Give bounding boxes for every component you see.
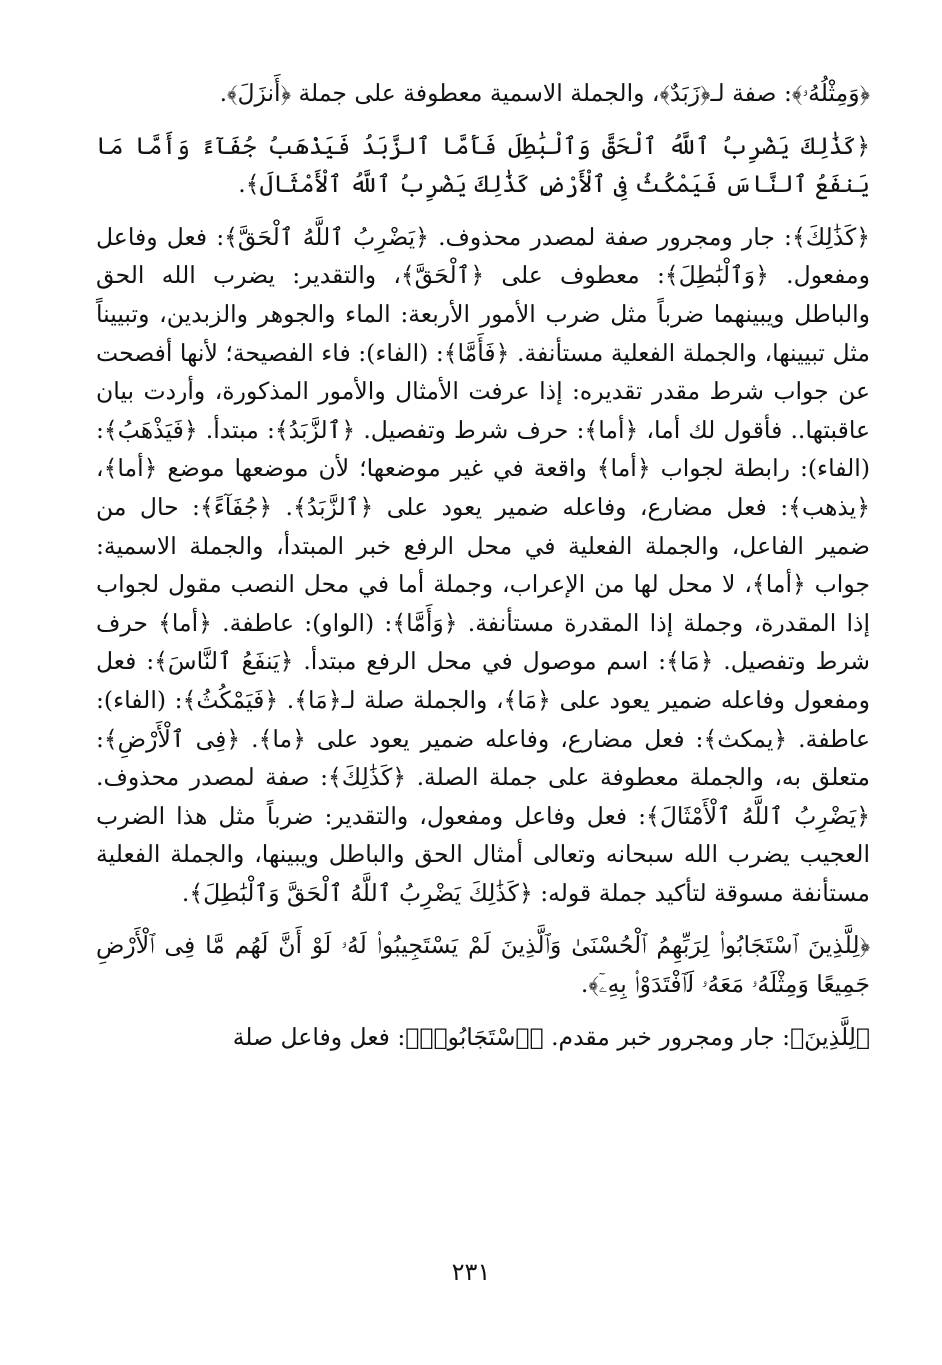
paragraph-quran-verse-2: ﴿لِلَّذِينَ ٱسْتَجَابُوا۟ لِرَبِّهِمُ ٱلْحُسْنَىٰ وَٱلَّذِينَ لَمْ يَسْتَجِيبُوا۟ لَهُۥ لَوْ أَنَّ لَهُم مَّا فِى ٱلْأَرْضِ جَمِيعًا وَمِثْلَهُۥ مَعَهُۥ لَٱفْتَدَوْا۟ بِهِۦٓ﴾. — [96, 931, 870, 999]
paragraph-quran-verse: ﴿كَذَٰلِكَ يَضْرِبُ ٱللَّهُ ٱلْحَقَّ وَٱلْبَٰطِلَ فَأَمَّا ٱلزَّبَدُ فَيَذْهَبُ جُفَآءً وَأَمَّا مَا يَنفَعُ ٱلنَّاسَ فَيَمْكُثُ فِى ٱلْأَرْضِ كَذَٰلِكَ يَضْرِبُ ٱللَّهُ ٱلْأَمْثَالَ﴾. — [96, 131, 870, 199]
paragraph-grammar-analysis: ﴿كَذَٰلِكَ﴾: جار ومجرور صفة لمصدر محذوف. ﴿يَضْرِبُ ٱللَّهُ ٱلْحَقَّ﴾: فعل وفاعل ومفعول. ﴿وَٱلْبَٰطِلَ﴾: معطوف على ﴿ٱلْحَقَّ﴾، والتقدير: يضرب الله الحق والباطل ويبينهما ضرباً مثل ضرب الأمور الأربعة: الماء والجوهر والزبدين، وتبييناً مثل تبيينها، والجملة الفعلية مستأنفة. ﴿فَأَمَّا﴾: (الفاء): فاء الفصيحة؛ لأنها أفصحت عن جواب شرط مقدر تقديره: إذا عرفت الأمثال والأمور المذكورة، وأردت بيان عاقبتها.. فأقول لك أما، ﴿أما﴾: حرف شرط وتفصيل. ﴿ٱلزَّبَدُ﴾: مبتدأ. ﴿فَيَذْهَبُ﴾: (الفاء): رابطة لجواب ﴿أما﴾ واقعة في غير موضعها؛ لأن موضعها موضع ﴿أما﴾، ﴿يذهب﴾: فعل مضارع، وفاعله ضمير يعود على ﴿ٱلزَّبَدُ﴾. ﴿جُفَآءً﴾: حال من ضمير الفاعل، والجملة الفعلية في محل الرفع خبر المبتدأ، والجملة الاسمية: جواب ﴿أما﴾، لا محل لها من الإعراب، وجملة أما في محل النصب مقول لجواب إذا المقدرة، وجملة إذا المقدرة مستأنفة. ﴿وَأَمَّا﴾: (الواو): عاطفة. ﴿أما﴾ حرف شرط وتفصيل. ﴿مَا﴾: اسم موصول في محل الرفع مبتدأ. ﴿يَنفَعُ ٱلنَّاسَ﴾: فعل ومفعول وفاعله ضمير يعود على ﴿مَا﴾، والجملة صلة لـ﴿مَا﴾. ﴿فَيَمْكُثُ﴾: (الفاء): عاطفة. ﴿يمكث﴾: فعل مضارع، وفاعله ضمير يعود على ﴿ما﴾. ﴿فِى ٱلْأَرْضِ﴾: متعلق به، والجملة معطوفة على جملة الصلة. ﴿كَذَٰلِكَ﴾: صفة لمصدر محذوف. ﴿يَضْرِبُ ٱللَّهُ ٱلْأَمْثَالَ﴾: فعل وفاعل ومفعول، والتقدير: ضرباً مثل هذا الضرب العجيب يضرب الله سبحانه وتعالى أمثال الحق والباطل ويبينها، والجملة الفعلية مستأنفة مسوقة لتأكيد جملة قوله: ﴿كَذَٰلِكَ يَضْرِبُ ٱللَّهُ ٱلْحَقَّ وَٱلْبَٰطِلَ﴾. — [96, 222, 870, 907]
paragraph-grammar-note: ﴿وَمِثْلُهُۥ﴾: صفة لـ﴿زَبَدٌ﴾، والجملة الاسمية معطوفة على جملة ﴿أَنزَلَ﴾. — [219, 79, 870, 107]
paragraph-grammar-analysis-2: ﴿لِلَّذِينَ﴾: جار ومجرور خبر مقدم. ﴿ٱسْتَجَابُوا۟﴾: فعل وفاعل صلة — [232, 1022, 870, 1051]
page-number: ٢٣١ — [451, 1258, 491, 1286]
